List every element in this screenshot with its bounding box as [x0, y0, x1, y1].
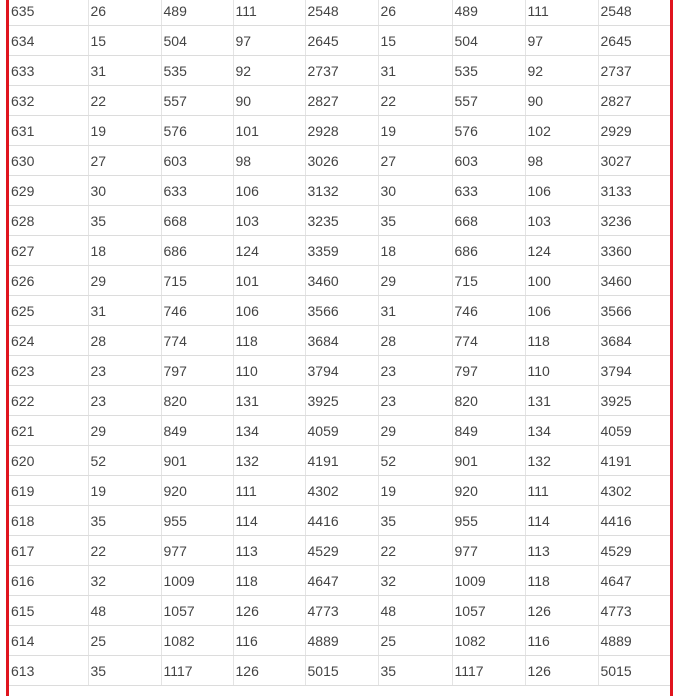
table-cell-col-6: 1009: [452, 566, 525, 596]
table-row: [9, 236, 670, 266]
table-cell-col-0: 634: [9, 26, 88, 56]
table-cell-col-8: 4889: [598, 626, 670, 656]
table-cell-col-1: 29: [88, 416, 161, 446]
table-cell-col-0: 635: [9, 0, 88, 26]
table-row: [9, 356, 670, 386]
table-cell-col-6: 977: [452, 536, 525, 566]
table-cell-col-5: 35: [378, 506, 452, 536]
table-cell-col-3: 106: [233, 296, 305, 326]
table-cell-col-2: 1117: [161, 656, 233, 686]
table-cell-col-3: 90: [233, 86, 305, 116]
table-cell-col-4: 4529: [305, 536, 378, 566]
table-cell-col-4: 4191: [305, 446, 378, 476]
table-cell-col-6: 849: [452, 416, 525, 446]
table-cell-col-7: 132: [525, 446, 598, 476]
table-cell-col-5: 23: [378, 356, 452, 386]
table-cell-col-1: 29: [88, 266, 161, 296]
table-cell-col-0: 618: [9, 506, 88, 536]
table-cell-col-5: 26: [378, 0, 452, 26]
table-cell-col-7: 118: [525, 566, 598, 596]
table-cell-col-5: 15: [378, 26, 452, 56]
table-cell-col-3: 118: [233, 566, 305, 596]
table-cell-col-8: 2645: [598, 26, 670, 56]
table-cell-col-4: 4059: [305, 416, 378, 446]
table-cell-col-0: 614: [9, 626, 88, 656]
table-cell-col-1: 26: [88, 0, 161, 26]
table-cell-col-6: 955: [452, 506, 525, 536]
table-cell-col-5: 27: [378, 146, 452, 176]
table-cell-col-7: 102: [525, 116, 598, 146]
table-cell-col-6: 557: [452, 86, 525, 116]
table-cell-col-4: 2645: [305, 26, 378, 56]
table-cell-col-5: 19: [378, 476, 452, 506]
table-cell-col-0: 627: [9, 236, 88, 266]
table-cell-col-6: 489: [452, 0, 525, 26]
table-cell-col-7: 124: [525, 236, 598, 266]
table-cell-col-2: 1009: [161, 566, 233, 596]
table-cell-col-7: 134: [525, 416, 598, 446]
table-cell-col-0: 628: [9, 206, 88, 236]
table-row: [9, 566, 670, 596]
table-cell-col-8: 5015: [598, 656, 670, 686]
table-cell-col-2: 557: [161, 86, 233, 116]
table-cell-col-4: 2928: [305, 116, 378, 146]
table-row: [9, 176, 670, 206]
table-cell-col-4: 3026: [305, 146, 378, 176]
table-cell-col-0: 617: [9, 536, 88, 566]
frame-border-left: [6, 0, 9, 696]
table-cell-col-7: 98: [525, 146, 598, 176]
table-cell-col-6: 746: [452, 296, 525, 326]
table-cell-col-1: 31: [88, 56, 161, 86]
table-cell-col-7: 106: [525, 176, 598, 206]
table-cell-col-6: 1057: [452, 596, 525, 626]
table-cell-col-3: 126: [233, 596, 305, 626]
table-cell-col-0: 619: [9, 476, 88, 506]
table-cell-col-4: 3566: [305, 296, 378, 326]
table-cell-col-6: 535: [452, 56, 525, 86]
table-cell-col-7: 97: [525, 26, 598, 56]
table-cell-col-2: 715: [161, 266, 233, 296]
table-cell-col-1: 18: [88, 236, 161, 266]
table-body: [9, 0, 670, 686]
table-cell-col-4: 5015: [305, 656, 378, 686]
table-cell-col-5: 18: [378, 236, 452, 266]
table-cell-col-8: 4059: [598, 416, 670, 446]
table-cell-col-0: 622: [9, 386, 88, 416]
frame-border-right: [670, 0, 673, 696]
table-cell-col-5: 19: [378, 116, 452, 146]
table-cell-col-6: 633: [452, 176, 525, 206]
table-cell-col-0: 631: [9, 116, 88, 146]
table-cell-col-6: 576: [452, 116, 525, 146]
table-cell-col-5: 32: [378, 566, 452, 596]
table-cell-col-2: 633: [161, 176, 233, 206]
table-cell-col-6: 715: [452, 266, 525, 296]
table-cell-col-8: 4773: [598, 596, 670, 626]
table-cell-col-3: 118: [233, 326, 305, 356]
table-cell-col-7: 114: [525, 506, 598, 536]
table-cell-col-7: 106: [525, 296, 598, 326]
table-cell-col-6: 901: [452, 446, 525, 476]
table-cell-col-8: 3133: [598, 176, 670, 206]
table-cell-col-0: 625: [9, 296, 88, 326]
table-cell-col-3: 131: [233, 386, 305, 416]
table-cell-col-3: 134: [233, 416, 305, 446]
table-cell-col-5: 35: [378, 206, 452, 236]
table-cell-col-3: 132: [233, 446, 305, 476]
table-cell-col-2: 849: [161, 416, 233, 446]
table-cell-col-1: 35: [88, 206, 161, 236]
table-row: [9, 0, 670, 26]
table-cell-col-2: 1057: [161, 596, 233, 626]
table-cell-col-2: 668: [161, 206, 233, 236]
table-cell-col-3: 126: [233, 656, 305, 686]
table-cell-col-1: 27: [88, 146, 161, 176]
table-cell-col-2: 901: [161, 446, 233, 476]
table-cell-col-5: 52: [378, 446, 452, 476]
table-cell-col-2: 535: [161, 56, 233, 86]
table-cell-col-7: 111: [525, 476, 598, 506]
table-cell-col-1: 23: [88, 386, 161, 416]
table-cell-col-8: 4302: [598, 476, 670, 506]
table-cell-col-5: 30: [378, 176, 452, 206]
table-cell-col-7: 92: [525, 56, 598, 86]
table-cell-col-6: 820: [452, 386, 525, 416]
table-cell-col-3: 116: [233, 626, 305, 656]
table-cell-col-6: 774: [452, 326, 525, 356]
table-cell-col-3: 103: [233, 206, 305, 236]
table-cell-col-3: 113: [233, 536, 305, 566]
table-cell-col-1: 35: [88, 656, 161, 686]
table-cell-col-8: 4416: [598, 506, 670, 536]
table-cell-col-7: 126: [525, 656, 598, 686]
table-cell-col-0: 620: [9, 446, 88, 476]
table-cell-col-1: 15: [88, 26, 161, 56]
table-cell-col-2: 977: [161, 536, 233, 566]
table-cell-col-4: 4773: [305, 596, 378, 626]
table-cell-col-5: 48: [378, 596, 452, 626]
table-cell-col-4: 2737: [305, 56, 378, 86]
table-cell-col-5: 35: [378, 656, 452, 686]
table-cell-col-0: 621: [9, 416, 88, 446]
table-cell-col-0: 626: [9, 266, 88, 296]
table-cell-col-3: 101: [233, 116, 305, 146]
table-cell-col-5: 31: [378, 56, 452, 86]
table-cell-col-3: 114: [233, 506, 305, 536]
table-cell-col-1: 48: [88, 596, 161, 626]
table-cell-col-8: 3027: [598, 146, 670, 176]
table-cell-col-1: 30: [88, 176, 161, 206]
table-cell-col-7: 90: [525, 86, 598, 116]
table-cell-col-7: 113: [525, 536, 598, 566]
table-cell-col-2: 686: [161, 236, 233, 266]
table-cell-col-4: 4302: [305, 476, 378, 506]
table-cell-col-5: 25: [378, 626, 452, 656]
table-cell-col-8: 2827: [598, 86, 670, 116]
table-cell-col-5: 31: [378, 296, 452, 326]
table-cell-col-4: 3235: [305, 206, 378, 236]
table-row: [9, 536, 670, 566]
table-cell-col-8: 2929: [598, 116, 670, 146]
table-cell-col-7: 100: [525, 266, 598, 296]
table-cell-col-7: 131: [525, 386, 598, 416]
table-cell-col-4: 3132: [305, 176, 378, 206]
table-cell-col-6: 686: [452, 236, 525, 266]
table-cell-col-8: 3236: [598, 206, 670, 236]
table-cell-col-0: 632: [9, 86, 88, 116]
table-cell-col-6: 603: [452, 146, 525, 176]
table-cell-col-6: 668: [452, 206, 525, 236]
table-cell-col-1: 32: [88, 566, 161, 596]
table-cell-col-2: 576: [161, 116, 233, 146]
table-row: [9, 86, 670, 116]
table-row: [9, 56, 670, 86]
table-row: [9, 656, 670, 686]
table-cell-col-0: 630: [9, 146, 88, 176]
table-cell-col-8: 4647: [598, 566, 670, 596]
table-row: [9, 416, 670, 446]
table-cell-col-8: 3566: [598, 296, 670, 326]
table-cell-col-7: 111: [525, 0, 598, 26]
table-row: [9, 596, 670, 626]
table-cell-col-0: 629: [9, 176, 88, 206]
table-cell-col-4: 4889: [305, 626, 378, 656]
table-cell-col-3: 98: [233, 146, 305, 176]
table-cell-col-6: 920: [452, 476, 525, 506]
table-cell-col-3: 97: [233, 26, 305, 56]
table-cell-col-2: 820: [161, 386, 233, 416]
table-cell-col-2: 746: [161, 296, 233, 326]
table-cell-col-4: 3684: [305, 326, 378, 356]
table-cell-col-3: 106: [233, 176, 305, 206]
table-cell-col-3: 92: [233, 56, 305, 86]
table-row: [9, 266, 670, 296]
table-row: [9, 146, 670, 176]
table-cell-col-8: 2548: [598, 0, 670, 26]
table-cell-col-6: 504: [452, 26, 525, 56]
table-cell-col-2: 603: [161, 146, 233, 176]
table-cell-col-2: 797: [161, 356, 233, 386]
table-cell-col-4: 2548: [305, 0, 378, 26]
table-cell-col-6: 1117: [452, 656, 525, 686]
table-cell-col-2: 504: [161, 26, 233, 56]
table-cell-col-1: 19: [88, 476, 161, 506]
table-cell-col-8: 3460: [598, 266, 670, 296]
table-cell-col-7: 103: [525, 206, 598, 236]
table-cell-col-3: 124: [233, 236, 305, 266]
table-row: [9, 386, 670, 416]
table-cell-col-0: 616: [9, 566, 88, 596]
table-cell-col-1: 52: [88, 446, 161, 476]
table-cell-col-7: 110: [525, 356, 598, 386]
table-cell-col-4: 3460: [305, 266, 378, 296]
table-cell-col-8: 3360: [598, 236, 670, 266]
table-row: [9, 116, 670, 146]
table-row: [9, 206, 670, 236]
table-cell-col-8: 4191: [598, 446, 670, 476]
table-cell-col-2: 1082: [161, 626, 233, 656]
table-cell-col-5: 22: [378, 86, 452, 116]
table-cell-col-4: 2827: [305, 86, 378, 116]
table-cell-col-1: 23: [88, 356, 161, 386]
table-cell-col-8: 2737: [598, 56, 670, 86]
table-row: [9, 296, 670, 326]
table-cell-col-4: 3794: [305, 356, 378, 386]
table-cell-col-7: 118: [525, 326, 598, 356]
table-cell-col-1: 22: [88, 536, 161, 566]
data-table: [9, 0, 670, 686]
table-cell-col-1: 31: [88, 296, 161, 326]
table-cell-col-4: 3925: [305, 386, 378, 416]
table-row: [9, 506, 670, 536]
table-cell-col-4: 4647: [305, 566, 378, 596]
table-cell-col-5: 29: [378, 266, 452, 296]
table-cell-col-2: 955: [161, 506, 233, 536]
table-cell-col-2: 774: [161, 326, 233, 356]
table-cell-col-0: 633: [9, 56, 88, 86]
table-cell-col-3: 111: [233, 476, 305, 506]
table-cell-col-5: 22: [378, 536, 452, 566]
table-cell-col-2: 920: [161, 476, 233, 506]
table-cell-col-8: 3684: [598, 326, 670, 356]
table-cell-col-6: 1082: [452, 626, 525, 656]
table-row: [9, 26, 670, 56]
table-cell-col-3: 101: [233, 266, 305, 296]
table-cell-col-1: 28: [88, 326, 161, 356]
table-cell-col-0: 615: [9, 596, 88, 626]
table-cell-col-8: 3925: [598, 386, 670, 416]
table-cell-col-4: 4416: [305, 506, 378, 536]
table-cell-col-8: 3794: [598, 356, 670, 386]
table-cell-col-5: 29: [378, 416, 452, 446]
table-row: [9, 326, 670, 356]
table-cell-col-2: 489: [161, 0, 233, 26]
table-cell-col-6: 797: [452, 356, 525, 386]
table-cell-col-1: 22: [88, 86, 161, 116]
table-cell-col-5: 23: [378, 386, 452, 416]
table-cell-col-3: 110: [233, 356, 305, 386]
table-cell-col-1: 35: [88, 506, 161, 536]
table-cell-col-0: 623: [9, 356, 88, 386]
table-cell-col-0: 624: [9, 326, 88, 356]
table-cell-col-8: 4529: [598, 536, 670, 566]
table-row: [9, 626, 670, 656]
table-row: [9, 446, 670, 476]
table-cell-col-3: 111: [233, 0, 305, 26]
table-cell-col-1: 19: [88, 116, 161, 146]
table-cell-col-7: 116: [525, 626, 598, 656]
table-row: [9, 476, 670, 506]
table-cell-col-5: 28: [378, 326, 452, 356]
table-cell-col-1: 25: [88, 626, 161, 656]
table-cell-col-7: 126: [525, 596, 598, 626]
table-cell-col-0: 613: [9, 656, 88, 686]
table-cell-col-4: 3359: [305, 236, 378, 266]
